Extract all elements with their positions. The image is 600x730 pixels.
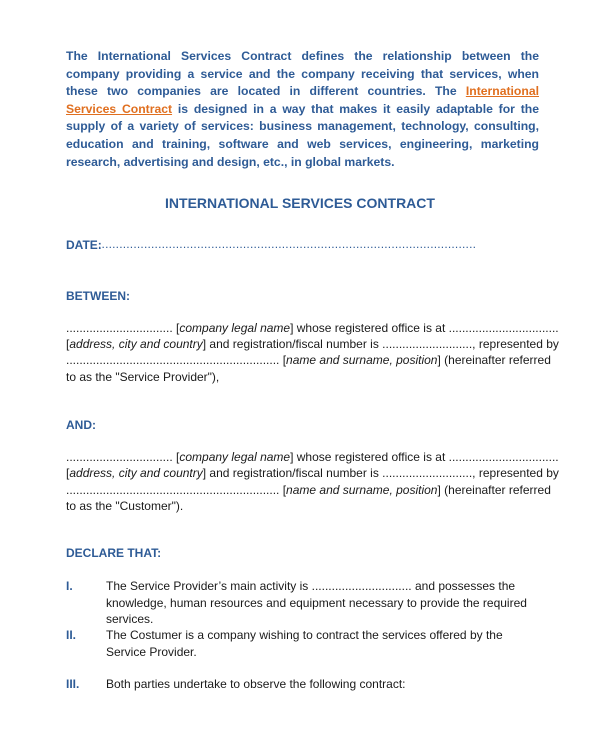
date-label: DATE:: [66, 238, 102, 252]
and-line-3-italic: name and surname, position: [286, 483, 438, 497]
clause-text: The Costumer is a company wishing to contract the services offered by the Service Provider.: [106, 628, 503, 659]
between-line-1-b: ] whose registered office is at .................................: [290, 321, 559, 335]
between-line-2-italic: address, city and country: [69, 337, 203, 351]
declare-label: DECLARE THAT:: [66, 546, 162, 560]
clause-numeral: I.: [66, 579, 73, 593]
between-line-1-a: ................................ [: [66, 321, 180, 335]
between-line-3-b: ] (hereinafter referred: [437, 353, 551, 367]
and-line-1-b: ] whose registered office is at .................................: [290, 450, 559, 464]
clause-numeral: II.: [66, 628, 77, 642]
and-line-2: [66, 465, 559, 481]
and-line-2-b: ] and registration/fiscal number is ..........................., represented by: [202, 466, 559, 480]
between-line-3-italic: name and surname, position: [286, 353, 438, 367]
clause-text: The Service Provider’s main activity is .............................. and possesses the knowledge, human resources and equipment necessary to provide the required services.: [106, 579, 527, 626]
intro-text-2: is designed in a way that makes it easily adaptable for the supply of a variety of services: business management, technology, consulting, education and training, software and web services, engineering, marketing research, advertising and design, etc., in global markets.: [66, 101, 539, 169]
intro-paragraph: [66, 48, 539, 171]
between-line-2: [66, 336, 559, 352]
intro-text-1: The International Services Contract defines the relationship between the company providing a service and the company receiving that services, when these two companies are located in different countries. The: [66, 49, 539, 99]
between-line-1: [66, 320, 559, 336]
and-line-1: [66, 449, 559, 465]
and-line-4: to as the "Customer").: [66, 499, 184, 513]
between-line-1-italic: company legal name: [179, 321, 291, 335]
document-title: INTERNATIONAL SERVICES CONTRACT: [165, 195, 435, 211]
between-label: BETWEEN:: [66, 289, 130, 303]
contract-link[interactable]: International Services Contract: [66, 84, 539, 116]
and-line-2-italic: address, city and country: [69, 466, 203, 480]
date-field[interactable]: ...........................................................................................................: [98, 237, 477, 251]
and-line-2-a: [: [66, 466, 70, 480]
and-line-3: [66, 482, 551, 498]
between-line-2-a: [: [66, 337, 70, 351]
between-line-3: [66, 352, 551, 368]
and-line-1-a: ................................ [: [66, 450, 180, 464]
and-line-3-b: ] (hereinafter referred: [437, 483, 551, 497]
between-line-3-a: ................................................................ [: [66, 353, 287, 367]
and-label: AND:: [66, 418, 96, 432]
and-line-3-a: ................................................................ [: [66, 483, 287, 497]
clause-text: Both parties undertake to observe the following contract:: [106, 677, 406, 691]
and-line-1-italic: company legal name: [179, 450, 291, 464]
clause-numeral: III.: [66, 677, 80, 691]
between-line-4: to as the "Service Provider"),: [66, 370, 220, 384]
between-line-2-b: ] and registration/fiscal number is ..........................., represented by: [202, 337, 559, 351]
